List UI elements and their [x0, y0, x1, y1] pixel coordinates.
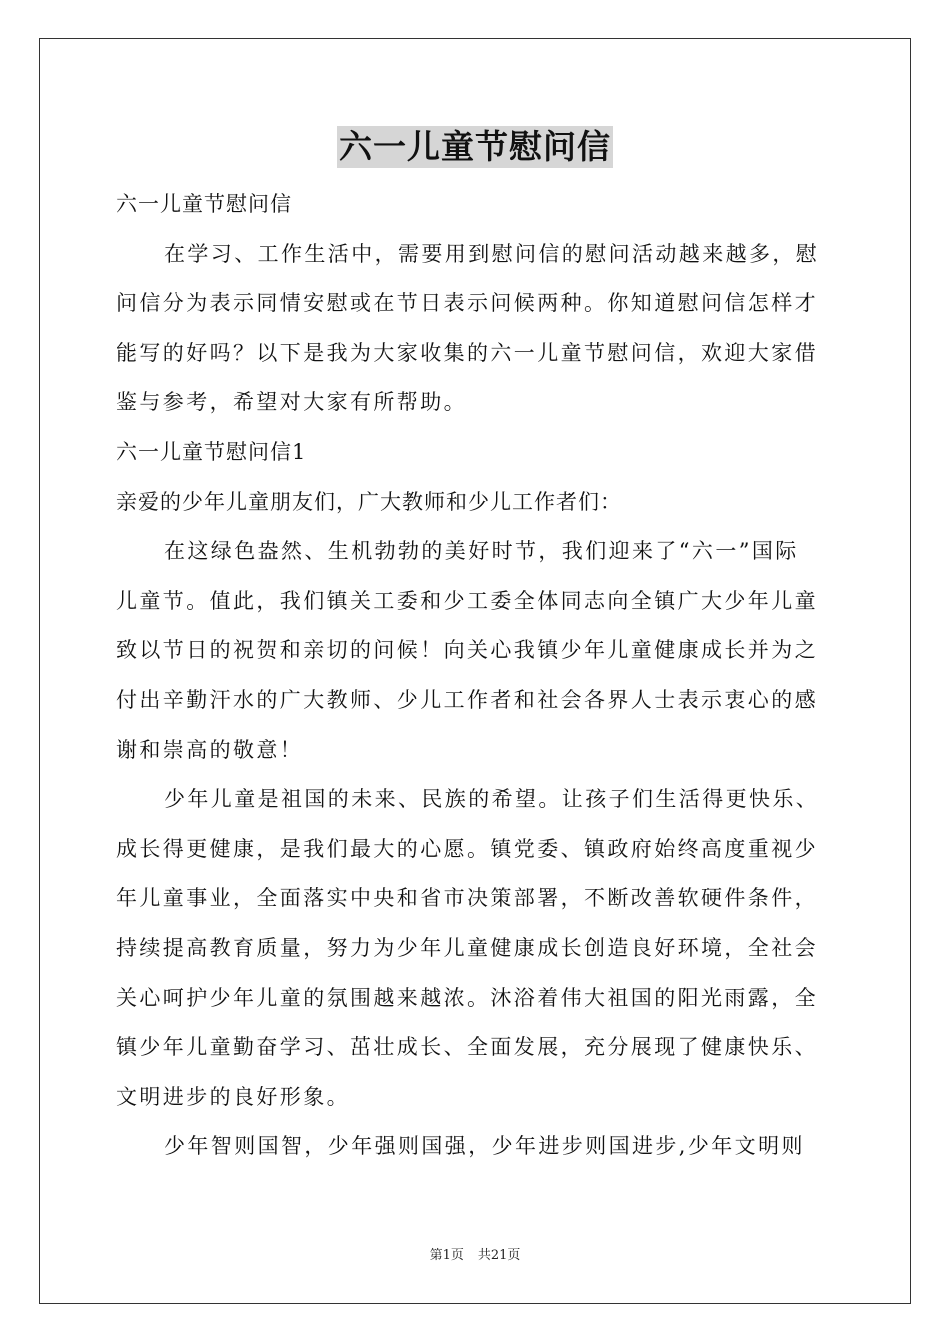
- text-line: 问信分为表示同情安慰或在节日表示问候两种。你知道慰问信怎样才: [116, 291, 818, 316]
- text-line: 关心呵护少年儿童的氛围越来越浓。沐浴着伟大祖国的阳光雨露，全: [116, 985, 818, 1010]
- text-line: 致以节日的祝贺和亲切的问候！向关心我镇少年儿童健康成长并为之: [116, 638, 818, 663]
- page-footer: [0, 1244, 950, 1263]
- text-line: 少年智则国智，少年强则国强，少年进步则国进步,少年文明则: [164, 1134, 805, 1159]
- page-total: 共21页: [477, 1248, 521, 1263]
- document-title: [0, 126, 950, 168]
- text-line: 付出辛勤汗水的广大教师、少儿工作者和社会各界人士表示衷心的感: [116, 687, 818, 712]
- text-line: 能写的好吗？以下是我为大家收集的六一儿童节慰问信，欢迎大家借: [116, 340, 818, 365]
- text-line: 文明进步的良好形象。: [116, 1084, 350, 1109]
- text-line: 鉴与参考，希望对大家有所帮助。: [116, 390, 467, 415]
- text-line: 儿童节。值此，我们镇关工委和少工委全体同志向全镇广大少年儿童: [116, 588, 818, 613]
- text-line: 在学习、工作生活中，需要用到慰问信的慰问活动越来越多，慰: [164, 241, 820, 266]
- document-body: [116, 180, 836, 1172]
- text-line: 少年儿童是祖国的未来、民族的希望。让孩子们生活得更快乐、: [164, 787, 820, 812]
- text-line: 持续提高教育质量，努力为少年儿童健康成长创造良好环境，全社会: [116, 935, 818, 960]
- salutation-line: 亲爱的少年儿童朋友们，广大教师和少儿工作者们：: [116, 489, 622, 514]
- subtitle-line: 六一儿童节慰问信: [116, 192, 292, 216]
- text-line: 在这绿色盎然、生机勃勃的美好时节，我们迎来了“六一”国际: [164, 539, 799, 564]
- text-line: 谢和崇高的敬意！: [116, 737, 304, 762]
- document-title-text: 六一儿童节慰问信: [339, 127, 611, 166]
- text-line: 年儿童事业，全面落实中央和省市决策部署，不断改善软硬件条件，: [116, 886, 818, 911]
- text-line: 成长得更健康，是我们最大的心愿。镇党委、镇政府始终高度重视少: [116, 836, 818, 861]
- page-number: 第1页: [429, 1248, 464, 1263]
- text-line: 镇少年儿童勤奋学习、茁壮成长、全面发展，充分展现了健康快乐、: [116, 1035, 818, 1060]
- section-heading-line: 六一儿童节慰问信1: [116, 439, 307, 464]
